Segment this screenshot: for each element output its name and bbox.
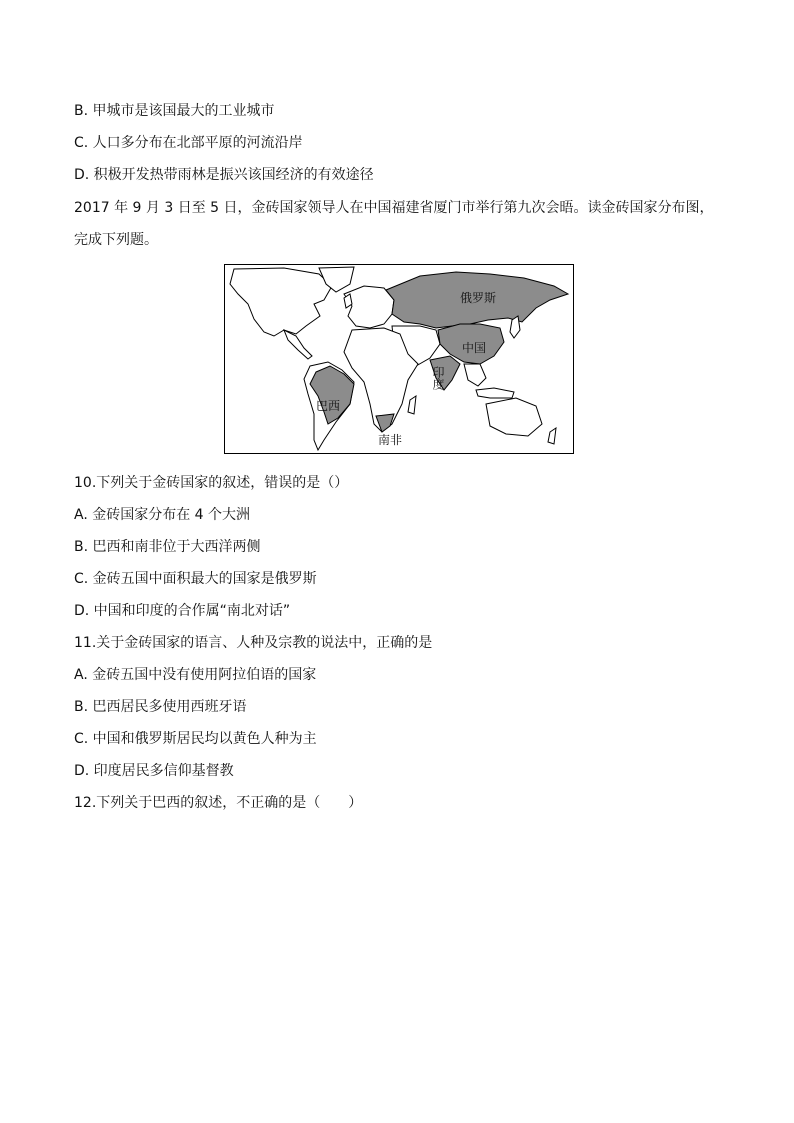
question-12-stem: 12.下列关于巴西的叙述，不正确的是（ ） [74,795,363,811]
label-south-africa: 南非 [378,433,403,447]
question-10-option-b: B. 巴西和南非位于大西洋两侧 [74,539,261,555]
question-11-option-b: B. 巴西居民多使用西班牙语 [74,699,247,715]
question-11-option-c: C. 中国和俄罗斯居民均以黄色人种为主 [74,731,317,747]
brics-world-map [224,264,574,454]
question-10-stem: 10.下列关于金砖国家的叙述，错误的是（） [74,475,349,491]
question-11-option-d: D. 印度居民多信仰基督教 [74,763,234,779]
question-11-stem: 11.关于金砖国家的语言、人种及宗教的说法中，正确的是 [74,635,433,651]
option-c-prev: C. 人口多分布在北部平原的河流沿岸 [74,135,303,151]
label-brazil: 巴西 [316,399,341,413]
question-10-option-c: C. 金砖五国中面积最大的国家是俄罗斯 [74,571,317,587]
question-10-option-a: A. 金砖国家分布在 4 个大洲 [74,507,251,523]
label-russia: 俄罗斯 [460,291,497,305]
question-11-option-a: A. 金砖五国中没有使用阿拉伯语的国家 [74,667,317,683]
label-india: 印度 [431,366,445,390]
intro-paragraph: 2017 年 9 月 3 日至 5 日，金砖国家领导人在中国福建省厦门市举行第九次会晤。读金砖国家分布图，完成下列题。 [74,200,714,248]
option-b-prev: B. 甲城市是该国最大的工业城市 [74,103,275,119]
label-china: 中国 [462,341,487,355]
question-10-option-d: D. 中国和印度的合作属“南北对话” [74,603,291,619]
option-d-prev: D. 积极开发热带雨林是振兴该国经济的有效途径 [74,167,374,183]
